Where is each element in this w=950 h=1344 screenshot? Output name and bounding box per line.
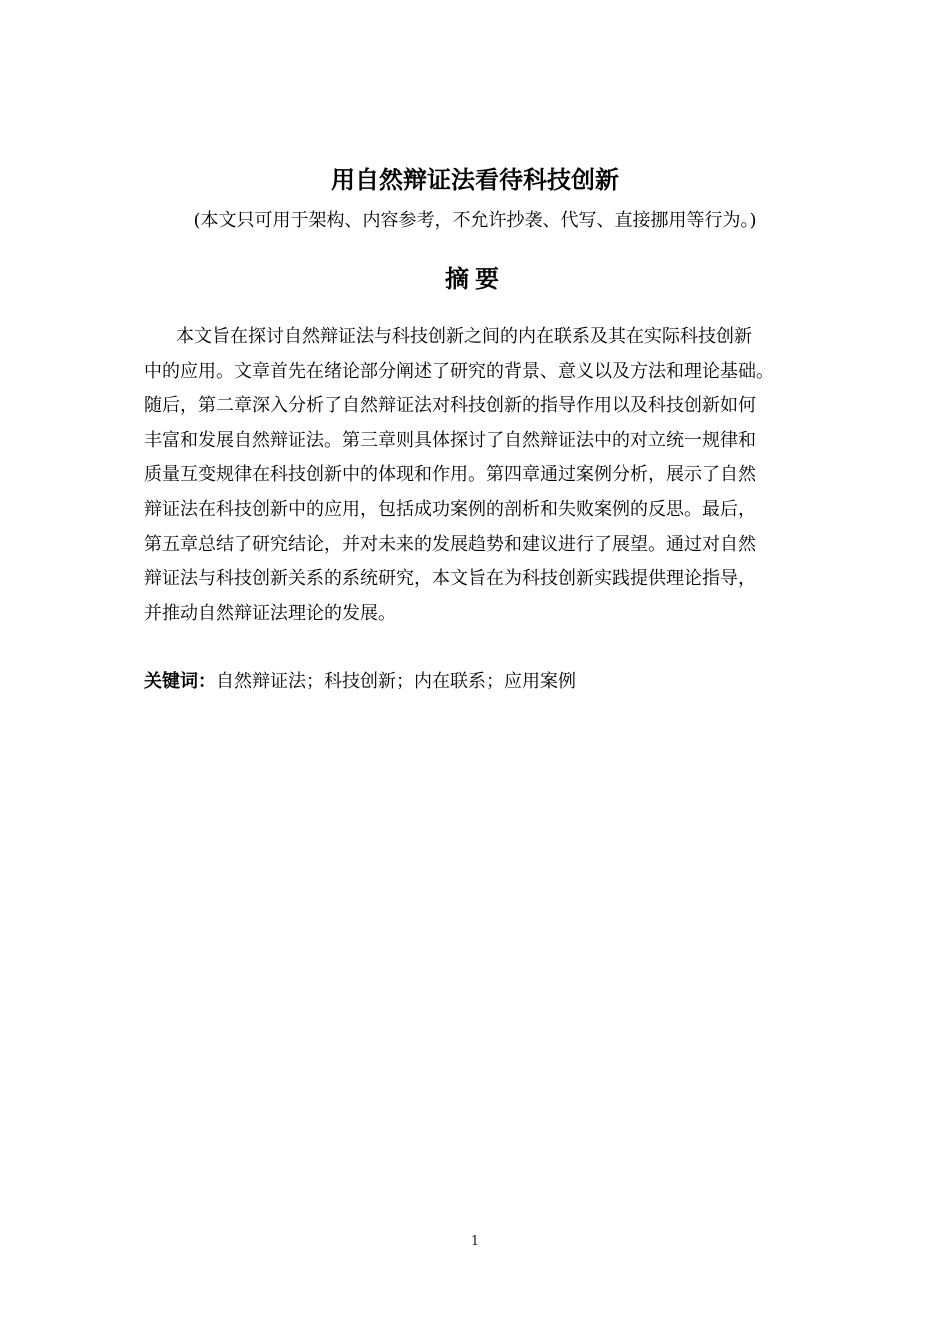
abstract-heading: 摘要: [445, 265, 505, 293]
keywords-text: 自然辩证法；科技创新；内在联系；应用案例: [216, 671, 576, 692]
keywords-label: 关键词：: [144, 671, 216, 692]
abstract-line: 随后，第二章深入分析了自然辩证法对科技创新的指导作用以及科技创新如何: [144, 395, 756, 417]
abstract-line: 并推动自然辩证法理论的发展。: [144, 602, 396, 624]
abstract-line: 本文旨在探讨自然辩证法与科技创新之间的内在联系及其在实际科技创新: [176, 326, 752, 347]
page-title: 用自然辩证法看待科技创新: [331, 166, 619, 194]
abstract-line: 丰富和发展自然辩证法。第三章则具体探讨了自然辩证法中的对立统一规律和: [144, 429, 756, 451]
disclaimer-note: (本文只可用于架构、内容参考，不允许抄袭、代写、直接挪用等行为。): [193, 210, 757, 231]
abstract-line: 第五章总结了研究结论，并对未来的发展趋势和建议进行了展望。通过对自然: [144, 533, 756, 555]
abstract-line: 辩证法与科技创新关系的系统研究，本文旨在为科技创新实践提供理论指导，: [144, 568, 756, 590]
abstract-line: 中的应用。文章首先在绪论部分阐述了研究的背景、意义以及方法和理论基础。: [144, 360, 774, 382]
abstract-line: 质量互变规律在科技创新中的体现和作用。第四章通过案例分析，展示了自然: [144, 464, 756, 486]
abstract-paragraph: [144, 320, 808, 631]
abstract-line: 辩证法在科技创新中的应用，包括成功案例的剖析和失败案例的反思。最后，: [144, 498, 756, 520]
keywords-line: [144, 667, 576, 697]
page-number: 1: [470, 1234, 480, 1249]
